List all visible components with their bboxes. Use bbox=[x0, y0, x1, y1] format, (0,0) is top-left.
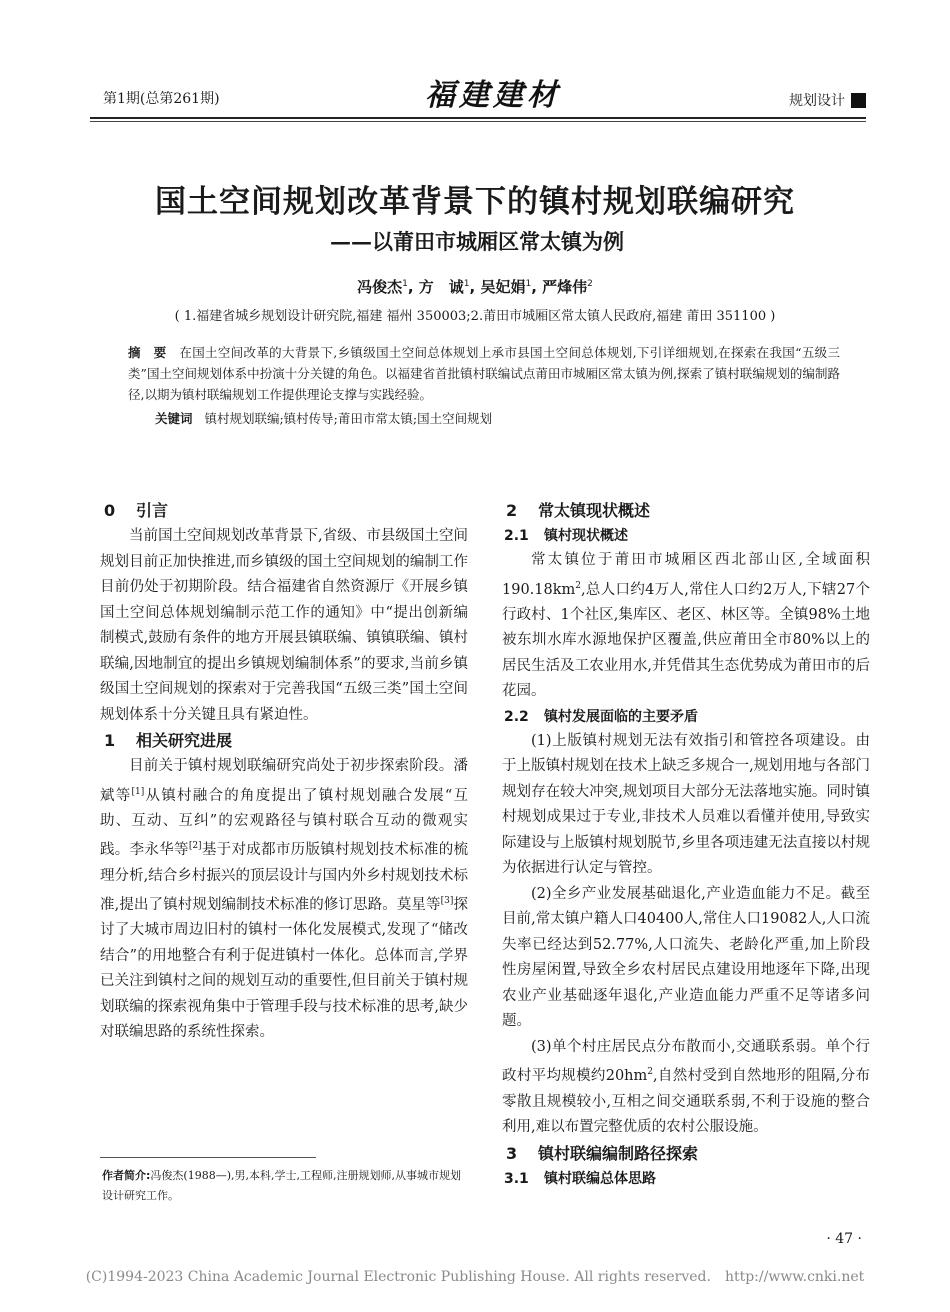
paragraph: 当前国土空间规划改革背景下,省级、市县级国土空间规划目前正加快推进,而乡镇级的国土空间规划的编制工作目前仍处于初期阶段。结合福建省自然资源厅《开展乡镇国土空间总体规划编制示范工作的通知》中“提出创新编制模式,鼓励有条件的地方开展县镇联编、镇镇联编、镇村联编,因地制宜的提出乡镇规划编制体系”的要求,当前乡镇级国土空间规划的探索对于完善我国“五级三类”国土空间规划体系十分关键且具有紧迫性。 bbox=[100, 528, 468, 723]
section-label bbox=[789, 90, 866, 110]
author-sup: 2 bbox=[587, 279, 593, 289]
paragraph: 常太镇位于莆田市城厢区西北部山区,全域面积$190.18km^2$,总人口约4万人,常住人口约2万人,下辖27个行政村、1个社区,集库区、老区、林区等。全镇98%土地被东圳水库水源地保护区覆盖,供应莆田全市80%以上的居民生活及工农业用水,并凭借其生态优势成为莆田市的后花园。 bbox=[502, 552, 870, 700]
section-label-text: 规划设计 bbox=[789, 93, 845, 109]
author-name: 方 诚 bbox=[418, 278, 464, 296]
header-rule-thin bbox=[90, 121, 866, 122]
paragraph: (3)单个村庄居民点分布散而小,交通联系弱。单个行政村平均规模约$20hm^2$,自然村受到自然地形的阻隔,分布零散且规模较小,互相之间交通联系弱,不利于设施的整合利用,难以布置完整优质的农村公服设施。 bbox=[502, 1038, 870, 1136]
abstract-label: 摘 要 bbox=[128, 345, 167, 360]
subsection-heading: 2.1 镇村现状概述 bbox=[504, 528, 628, 544]
paragraph: 目前关于镇村规划联编研究尚处于初步探索阶段。潘斌等[1]从镇村融合的角度提出了镇村规划融合发展“互助、互动、互纠”的宏观路径与镇村联合互动的微观实践。李永华等[2]基于对成都市历版镇村规划技术标准的梳理分析,结合乡村振兴的顶层设计与国内外乡村规划技术标准,提出了镇村规划编制技术标准的修订思路。莫星等[3]探讨了大城市周边旧村的镇村一体化发展模式,发现了“储改结合”的用地整合有利于促进镇村一体化。总体而言,学界已关注到镇村之间的规划互动的重要性,但目前关于镇村规划联编的探索视角集中于管理手段与技术标准的思考,缺少对联编思路的系统性探索。 bbox=[100, 758, 469, 1041]
author-sup: 1 bbox=[402, 279, 408, 289]
author-list: 冯俊杰$^1$, 方 诚$^1$, 吴妃娟$^1$, 严烽伟$^2$ bbox=[357, 278, 593, 296]
author-name: 严烽伟 bbox=[542, 278, 588, 296]
author-sup: 1 bbox=[463, 279, 470, 289]
subsection-heading: 2.2 镇村发展面临的主要矛盾 bbox=[504, 708, 698, 725]
issue-number: 第1期(总第261期) bbox=[103, 91, 220, 107]
citation: [1] bbox=[131, 786, 145, 797]
copyright-footer: (C)1994-2023 China Academic Journal Electronic Publishing House. All rights reserved. http://www.cnki.net bbox=[85, 1269, 865, 1285]
square-icon bbox=[851, 93, 866, 108]
keywords bbox=[155, 409, 492, 427]
paper-title: 国土空间规划改革背景下的镇村规划联编研究 bbox=[155, 184, 795, 220]
footnote-rule bbox=[100, 1157, 316, 1158]
paragraph: (2)全乡产业发展基础退化,产业造血能力不足。截至目前,常太镇户籍人口40400人,常住人口19082人,人口流失率已经达到52.77%,人口流失、老龄化严重,加上阶段性房屋闲置,导致全乡农村居民点建设用地逐年下降,出现农业产业基础逐年退化,产业造血能力严重不足等诸多问题。 bbox=[502, 885, 870, 1030]
header-rule bbox=[90, 117, 866, 119]
abstract-text: 在国土空间改革的大背景下,乡镇级国土空间总体规划上承市县国土空间总体规划,下引详细规划,在探索在我国“五级三类”国土空间规划体系中扮演十分关键的角色。以福建省首批镇村联编试点莆田市城厢区常太镇为例,探索了镇村联编规划的编制路径,以期为镇村联编规划工作提供理论支撑与实践经验。 bbox=[128, 345, 840, 402]
subsection-heading: 3.1 镇村联编总体思路 bbox=[504, 1170, 656, 1187]
abstract bbox=[128, 342, 840, 405]
left-column bbox=[100, 498, 468, 1046]
section-heading: 1 相关研究进展 bbox=[104, 731, 233, 750]
affiliation: ( 1.福建省城乡规划设计研究院,福建 福州 350003;2.莆田市城厢区常太镇人民政府,福建 莆田 351100 ) bbox=[174, 309, 776, 324]
citation: [3] bbox=[440, 896, 454, 907]
keywords-label: 关键词 bbox=[155, 411, 193, 426]
section-heading: 3 镇村联编编制路径探索 bbox=[506, 1143, 699, 1163]
journal-logo: 福建建材 bbox=[425, 78, 561, 113]
footnote-text: 冯俊杰(1988—),男,本科,学士,工程师,注册规划师,从事城市规划设计研究工作。 bbox=[102, 1169, 461, 1202]
right-column bbox=[502, 498, 870, 1191]
footnote bbox=[102, 1166, 470, 1206]
author-sup: 1 bbox=[525, 279, 532, 289]
author-name: 吴妃娟 bbox=[480, 278, 526, 296]
page-number: · 47 · bbox=[826, 1231, 862, 1247]
paragraph: (1)上版镇村规划无法有效指引和管控各项建设。由于上版镇村规划在技术上缺乏多规合一,规划用地与各部门规划存在较大冲突,规划项目大部分无法落地实施。同时镇村规划成果过于专业,非技术人员难以看懂并使用,导致实际建设与上版镇村规划脱节,乡里各项违建无法直接以村规为依据进行认定与管控。 bbox=[502, 732, 870, 877]
keywords-text: 镇村规划联编;镇村传导;莆田市常太镇;国土空间规划 bbox=[204, 411, 493, 426]
section-heading: 0 引言 bbox=[104, 501, 169, 520]
footnote-label: 作者简介: bbox=[102, 1169, 151, 1182]
section-heading: 2 常太镇现状概述 bbox=[506, 501, 651, 520]
citation: [2] bbox=[188, 841, 202, 852]
author-name: 冯俊杰 bbox=[357, 278, 403, 296]
paper-subtitle: ——以莆田市城厢区常太镇为例 bbox=[330, 229, 624, 254]
